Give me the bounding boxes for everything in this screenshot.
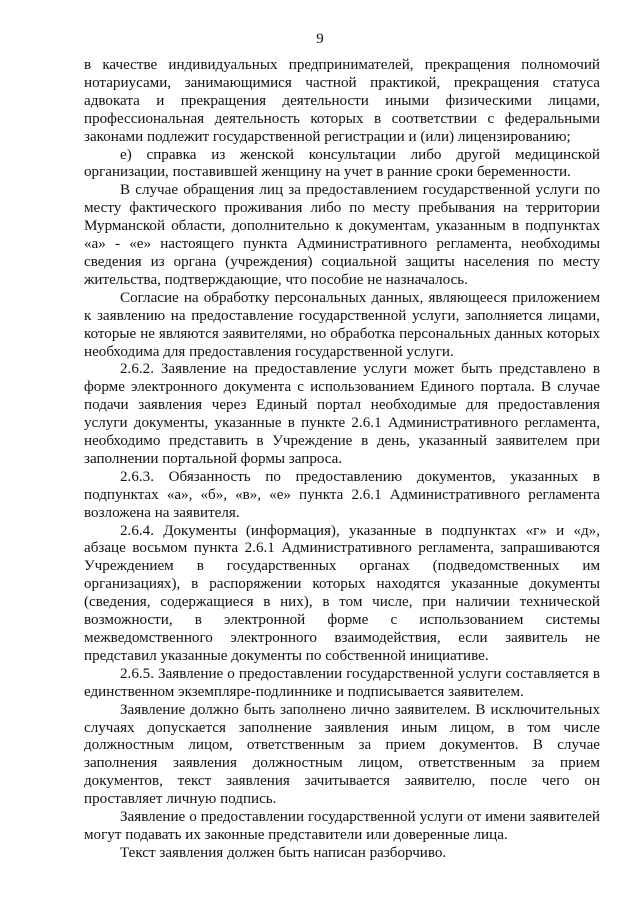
text-line: проставляет личную подпись.	[84, 791, 277, 808]
text-line: Мурманской области, дополнительно к документам, указанным в подпунктах	[84, 218, 600, 235]
text-line: Заявление должно быть заполнено лично заявителем. В исключительных	[120, 701, 600, 718]
text-line: адвоката и прекращения деятельности иными физическими лицами,	[84, 92, 600, 109]
text-line: возможности, в электронной форме с использованием системы	[84, 612, 600, 629]
paragraph	[84, 57, 600, 147]
paragraph	[84, 523, 600, 666]
text-line: (сведения, содержащиеся в них), в том числе, при наличии технической	[84, 594, 600, 611]
text-line: жительства, подтверждающие, что пособие не назначалось.	[84, 271, 468, 288]
page-number: 9	[316, 31, 324, 47]
text-line: необходимо представить в Учреждение в день, указанный заявителем при	[84, 433, 600, 450]
text-line: 2.6.4. Документы (информация), указанные в подпунктах «г» и «д»,	[120, 522, 600, 539]
text-line: нотариусами, занимающимися частной практикой, прекращения статуса	[84, 74, 600, 91]
text-line: услуги документы, указанные в пункте 2.6.1 Административного регламента,	[84, 415, 600, 432]
paragraph	[84, 666, 600, 702]
text-line: подпунктах «а», «б», «в», «е» пункта 2.6.1 Административного регламента	[84, 486, 600, 503]
text-line: 2.6.2. Заявление на предоставление услуги может быть представлено в	[120, 361, 600, 378]
paragraph	[84, 809, 600, 845]
text-line: профессиональная деятельность которых в соответствии с федеральными	[84, 110, 600, 127]
text-line: единственном экземпляре-подлиннике и подписывается заявителем.	[84, 683, 524, 700]
text-line: е) справка из женской консультации либо другой медицинской	[120, 146, 600, 163]
text-line: к заявлению на предоставление государственной услуги, заполняется лицами,	[84, 307, 600, 324]
text-line: заполнения заявления должностным лицом, ответственным за прием	[84, 755, 600, 772]
text-line: заполнении портальной формы запроса.	[84, 450, 343, 467]
text-line: Учреждением в государственных органах (подведомственных им	[84, 558, 600, 575]
text-line: В случае обращения лиц за предоставлением государственной услуги по	[120, 182, 600, 199]
paragraph	[84, 845, 600, 863]
text-line: форме электронного документа с использованием Единого портала. В случае	[84, 379, 600, 396]
paragraph	[84, 182, 600, 289]
document-body	[84, 57, 600, 863]
text-line: организации, поставившей женщину на учет в ранние сроки беременности.	[84, 164, 571, 181]
paragraph	[84, 469, 600, 523]
paragraph	[84, 147, 600, 183]
paragraph	[84, 361, 600, 468]
text-line: случаях допускается заполнение заявления иным лицом, в том числе	[84, 719, 600, 736]
text-line: законами подлежит государственной регистрации и (или) лицензированию;	[84, 128, 571, 145]
text-line: возложена на заявителя.	[84, 504, 240, 521]
text-line: могут подавать их законные представители или доверенные лица.	[84, 826, 508, 843]
text-line: «а» - «е» настоящего пункта Административного регламента, необходимы	[84, 236, 600, 253]
text-line: в качестве индивидуальных предпринимателей, прекращения полномочий	[84, 57, 600, 73]
text-line: месту фактического проживания либо по месту пребывания на территории	[84, 200, 600, 217]
text-line: подачи заявления через Единый портал необходимые для предоставления	[84, 397, 600, 414]
text-line: должностным лицом, ответственным за прием документов. В случае	[84, 737, 600, 754]
text-line: необходима для предоставления государственной услуги.	[84, 343, 454, 360]
text-line: Текст заявления должен быть написан разборчиво.	[120, 844, 447, 861]
text-line: 2.6.3. Обязанность по предоставлению документов, указанных в	[120, 468, 600, 485]
text-line: Согласие на обработку персональных данных, являющееся приложением	[120, 289, 600, 306]
text-line: 2.6.5. Заявление о предоставлении государственной услуги составляется в	[120, 665, 600, 682]
text-line: организациях), в распоряжении которых находятся указанные документы	[84, 576, 600, 593]
text-line: сведения из органа (учреждения) социальной защиты населения по месту	[84, 253, 600, 270]
text-line: межведомственного электронного взаимодействия, если заявитель не	[84, 630, 600, 646]
text-line: документов, текст заявления зачитывается заявителю, после чего он	[84, 773, 600, 790]
paragraph	[84, 702, 600, 809]
text-line: представил указанные документы по собственной инициативе.	[84, 647, 489, 664]
text-line: абзаце восьмом пункта 2.6.1 Административного регламента, запрашиваются	[84, 540, 600, 557]
paragraph	[84, 290, 600, 362]
text-line: которые не являются заявителями, но обработка персональных данных которых	[84, 325, 600, 342]
text-line: Заявление о предоставлении государственной услуги от имени заявителей	[120, 809, 600, 826]
